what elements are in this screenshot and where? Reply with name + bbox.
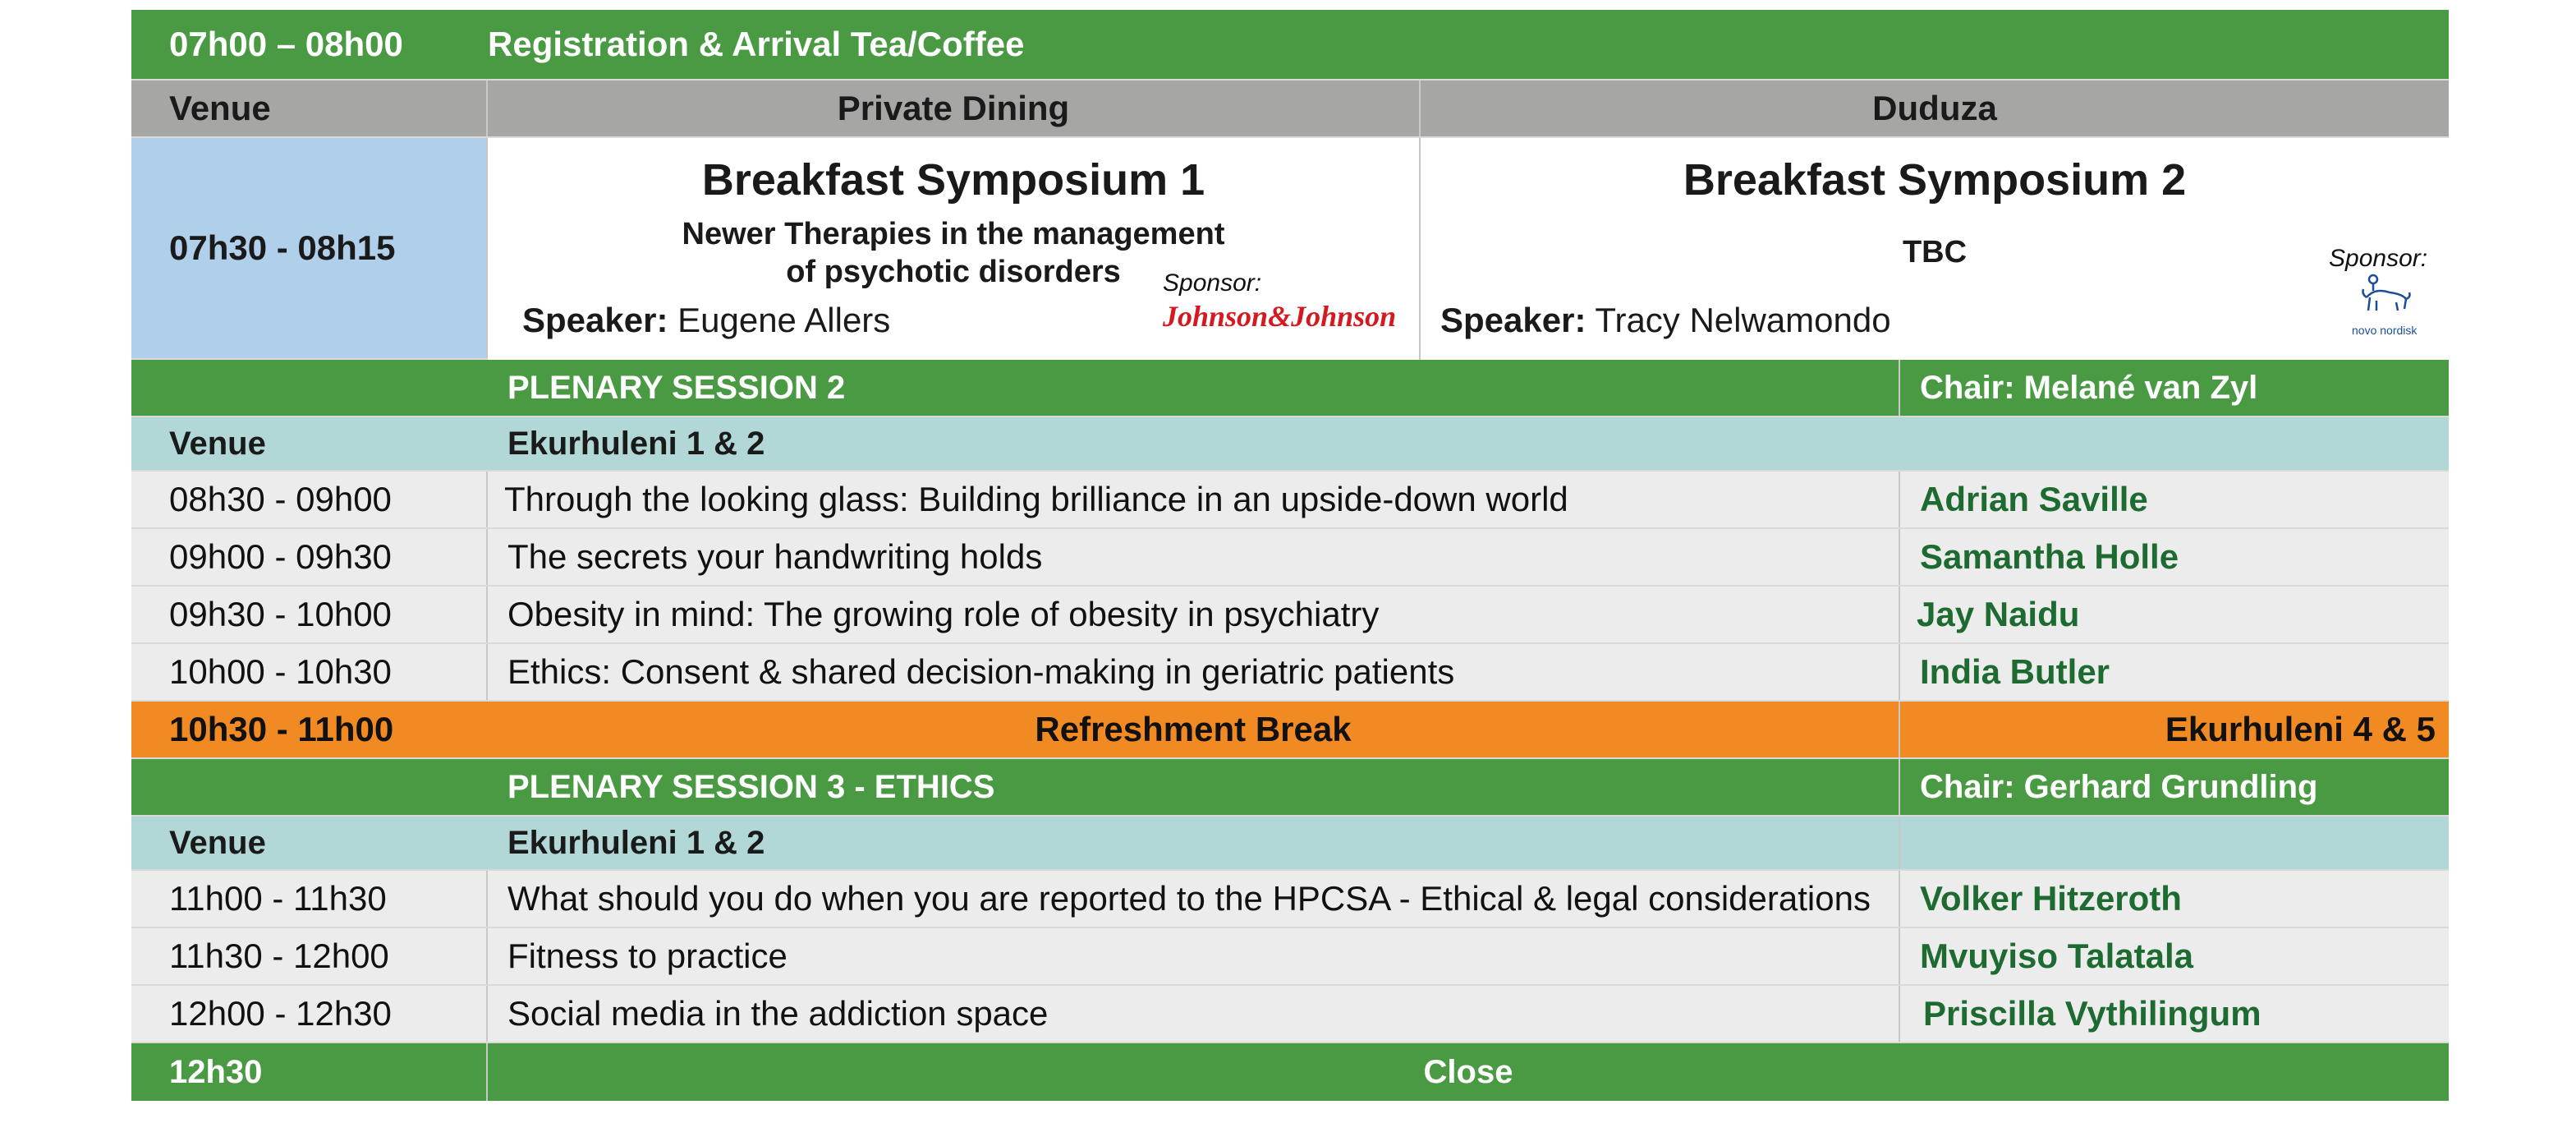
talk-time: 11h00 - 11h30 — [131, 871, 488, 927]
close-row — [131, 1043, 2449, 1101]
talk-time: 10h00 - 10h30 — [131, 644, 488, 700]
symposium-1-subtitle-line2: of psychotic disorders — [786, 255, 1121, 289]
symposium-1-speaker — [522, 301, 890, 340]
talk-title: Fitness to practice — [488, 928, 1900, 984]
talk-time: 12h00 - 12h30 — [131, 986, 488, 1042]
talk-title: Ethics: Consent & shared decision-making in geriatric patients — [488, 644, 1900, 700]
plenary-3-venue-empty — [1900, 817, 2449, 869]
talk-title: Through the looking glass: Building brilliance in an upside-down world — [488, 472, 1900, 527]
break-time: 10h30 - 11h00 — [169, 710, 394, 748]
talk-speaker: Samantha Holle — [1920, 537, 2179, 576]
break-label: Refreshment Break — [488, 702, 1900, 757]
plenary-2-spacer — [131, 360, 488, 416]
plenary-2-chair: Chair: Melané van Zyl — [1920, 369, 2258, 406]
talk-title: The secrets your handwriting holds — [488, 529, 1900, 585]
speaker-label: Speaker: — [522, 301, 668, 339]
plenary-3-chair: Chair: Gerhard Grundling — [1920, 768, 2318, 805]
talk-speaker: India Butler — [1920, 652, 2110, 691]
talk-row — [131, 928, 2449, 986]
programme-table — [131, 10, 2449, 1101]
plenary-2-venue-label: Venue — [169, 425, 266, 462]
talk-speaker: Volker Hitzeroth — [1920, 879, 2182, 918]
plenary-2-venue-row — [131, 417, 2449, 472]
plenary-3-venue-row — [131, 817, 2449, 871]
plenary-3-spacer — [131, 759, 488, 815]
talk-speaker: Priscilla Vythilingum — [1923, 994, 2261, 1033]
plenary-3-venue-label: Venue — [169, 824, 266, 861]
registration-label: Registration & Arrival Tea/Coffee — [488, 25, 1025, 63]
talk-title: Social media in the addiction space — [488, 986, 1900, 1042]
talk-row — [131, 644, 2449, 702]
close-label: Close — [1423, 1053, 1513, 1090]
talk-row — [131, 472, 2449, 529]
breakfast-time: 07h30 - 08h15 — [131, 138, 488, 358]
break-venue: Ekurhuleni 4 & 5 — [2165, 710, 2436, 748]
sponsor-label: Sponsor: — [1163, 269, 1262, 297]
talk-row — [131, 529, 2449, 587]
plenary-3-header — [131, 759, 2449, 817]
symposium-2-title: Breakfast Symposium 2 — [1683, 155, 2187, 205]
registration-row — [131, 10, 2449, 81]
talk-row — [131, 986, 2449, 1043]
venue-header-row — [131, 81, 2449, 138]
plenary-2-title: PLENARY SESSION 2 — [488, 360, 1900, 416]
plenary-2-venue: Ekurhuleni 1 & 2 — [507, 425, 765, 462]
talk-speaker: Jay Naidu — [1917, 595, 2080, 633]
symposium-2-speaker — [1440, 301, 1891, 340]
breakfast-symposium-2 — [1421, 138, 2449, 360]
novo-nordisk-logo-text: novo nordisk — [2352, 324, 2418, 337]
venue-duduza: Duduza — [1872, 89, 1997, 127]
close-time: 12h30 — [131, 1043, 488, 1101]
speaker-name: Eugene Allers — [677, 301, 891, 339]
venue-label: Venue — [131, 81, 488, 136]
venue-private-dining: Private Dining — [488, 81, 1421, 136]
talk-time: 08h30 - 09h00 — [131, 472, 488, 527]
registration-time: 07h00 – 08h00 — [169, 25, 403, 63]
talk-time: 09h30 - 10h00 — [131, 587, 488, 642]
talk-speaker: Adrian Saville — [1920, 480, 2148, 518]
talk-row — [131, 871, 2449, 928]
talk-row — [131, 587, 2449, 644]
johnson-johnson-logo: Johnson&Johnson — [1163, 300, 1397, 333]
novo-nordisk-bull-icon — [2355, 273, 2418, 320]
talk-time: 09h00 - 09h30 — [131, 529, 488, 585]
refreshment-break-row — [131, 702, 2449, 759]
talk-title: What should you do when you are reported to the HPCSA - Ethical & legal considerations — [488, 871, 1900, 927]
speaker-name: Tracy Nelwamondo — [1595, 301, 1891, 339]
talk-title: Obesity in mind: The growing role of obesity in psychiatry — [488, 587, 1900, 642]
plenary-2-header — [131, 360, 2449, 417]
talk-speaker: Mvuyiso Talatala — [1920, 937, 2194, 975]
breakfast-symposium-1 — [488, 138, 1421, 360]
symposium-1-title: Breakfast Symposium 1 — [701, 155, 1205, 205]
sponsor-label: Sponsor: — [2329, 245, 2428, 272]
symposium-2-subtitle: TBC — [1902, 235, 1968, 269]
plenary-3-title: PLENARY SESSION 3 - ETHICS — [488, 759, 1900, 815]
plenary-3-venue: Ekurhuleni 1 & 2 — [488, 817, 1900, 869]
speaker-label: Speaker: — [1440, 301, 1586, 339]
talk-time: 11h30 - 12h00 — [131, 928, 488, 984]
breakfast-row — [131, 138, 2449, 360]
symposium-1-subtitle-line1: Newer Therapies in the management — [682, 217, 1225, 251]
